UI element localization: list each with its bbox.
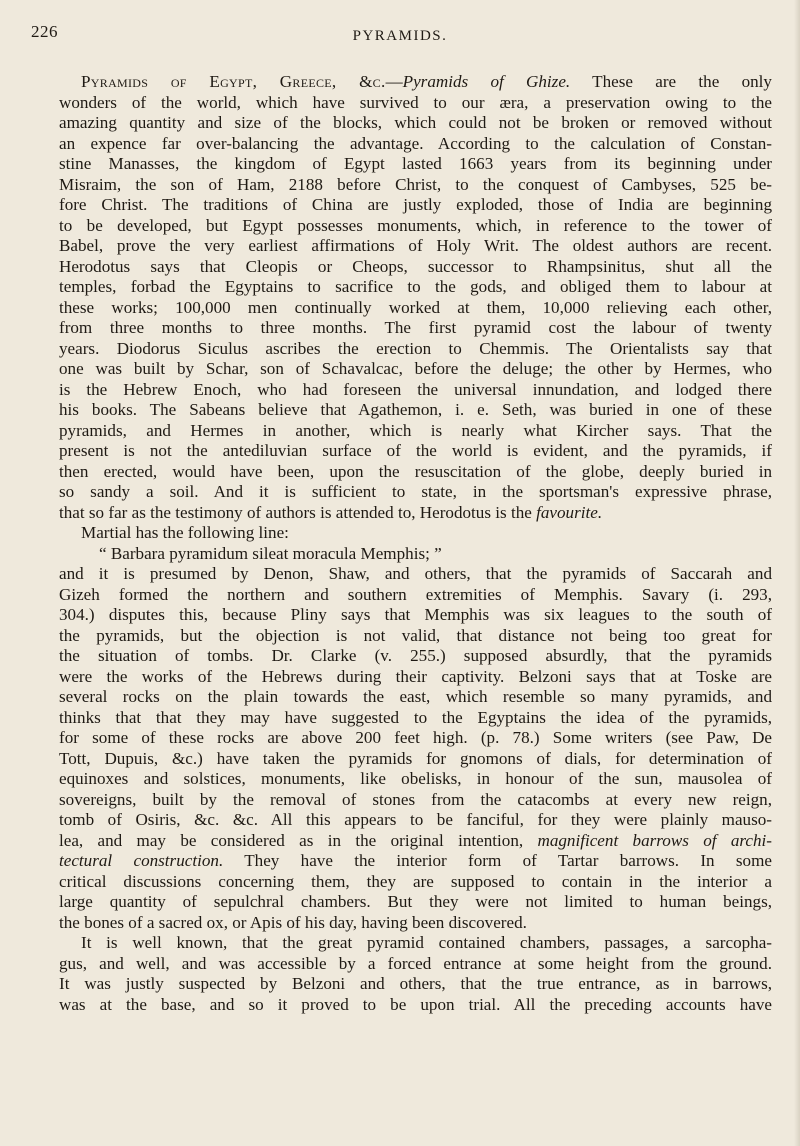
text-line: pyramids, and Hermes in another, which is nearly what Kircher says. That the bbox=[59, 420, 772, 440]
text-line: Gizeh formed the northern and southern extremities of Memphis. Savary (i. 293, bbox=[59, 584, 772, 604]
magnificent-phrase: magnificent barrows of archi- bbox=[537, 830, 772, 850]
text-line: several rocks on the plain towards the east, which resemble so many pyramids, and bbox=[59, 687, 772, 706]
text-line: his books. The Sabeans believe that Agathemon, i. e. Seth, was buried in one of these bbox=[59, 400, 772, 419]
text-line: temples, forbad the Egyptains to sacrifice to the gods, and obliged them to labour at bbox=[59, 277, 772, 296]
text-line: Misraim, the son of Ham, 2188 before Christ, to the conquest of Cambyses, 525 be- bbox=[59, 174, 772, 194]
text-line: were the works of the Hebrews during their captivity. Belzoni says that at Toske are bbox=[59, 666, 772, 686]
text-line: tomb of Osiris, &c. &c. All this appears to be fanciful, for they were plainly mauso- bbox=[59, 810, 772, 829]
text-line: then erected, would have been, upon the resuscitation of the globe, deeply buried in bbox=[59, 461, 772, 481]
article-body bbox=[59, 72, 772, 1015]
text-line: so sandy a soil. And it is sufficient to state, in the sportsman's expressive phrase, bbox=[59, 482, 772, 501]
text-line: to be developed, but Egypt possesses monuments, which, in reference to the tower of bbox=[59, 215, 772, 235]
text-line: an expence far over-balancing the advantage. According to the calculation of Constan- bbox=[59, 133, 772, 153]
text-line: the pyramids, but the objection is not valid, that distance not being too great for bbox=[59, 625, 772, 645]
text-line-tectural bbox=[59, 851, 772, 872]
page-number: 226 bbox=[31, 22, 58, 41]
text-line: critical discussions concerning them, they are supposed to contain in the interior a bbox=[59, 871, 772, 891]
heading-dash: — bbox=[385, 72, 403, 91]
text-line-magnificent bbox=[59, 831, 772, 852]
text-line: years. Diodorus Siculus ascribes the erection to Chemmis. The Orientalists say that bbox=[59, 338, 772, 358]
text-line: It was justly suspected by Belzoni and others, that the true entrance, as in barrows, bbox=[59, 974, 772, 993]
latin-verse: “ Barbara pyramidum sileat moracula Memphis; ” bbox=[99, 543, 442, 563]
text-line: gus, and well, and was accessible by a forced entrance at some height from the ground. bbox=[59, 953, 772, 973]
text-line: the bones of a sacred ox, or Apis of his day, having been discovered. bbox=[59, 912, 527, 932]
page-edge-shadow bbox=[794, 0, 800, 1146]
text-line: Tott, Dupuis, &c.) have taken the pyramids for gnomons of dials, for determination of bbox=[59, 748, 772, 768]
article-first-line bbox=[59, 72, 772, 93]
text-line: These are the only bbox=[570, 72, 772, 91]
text-line: stine Manasses, the kingdom of Egypt lasted 1663 years from its beginning under bbox=[59, 154, 772, 173]
martial-line: Martial has the following line: bbox=[81, 523, 289, 542]
text-line: for some of these rocks are above 200 feet high. (p. 78.) Some writers (see Paw, De bbox=[59, 728, 772, 747]
text-line: equinoxes and solstices, monuments, like obelisks, in honour of the sun, mausolea of bbox=[59, 769, 772, 788]
favourite-word: favourite. bbox=[536, 502, 603, 522]
text-line: and it is presumed by Denon, Shaw, and others, that the pyramids of Saccarah and bbox=[59, 564, 772, 583]
text-line: wonders of the world, which have survived to our æra, a preservation owing to the bbox=[59, 92, 772, 112]
running-head: PYRAMIDS. bbox=[352, 28, 448, 44]
text-line: amazing quantity and size of the blocks, which could not be broken or removed without bbox=[59, 113, 772, 132]
text-line: Herodotus says that Cleopis or Cheops, successor to Rhampsinitus, shut all the bbox=[59, 256, 772, 276]
text-line: is the Hebrew Enoch, who had foreseen the universal innundation, and lodged there bbox=[59, 379, 772, 399]
text-line: one was built by Schar, son of Schavalcac, before the deluge; the other by Hermes, who bbox=[59, 359, 772, 378]
text-line: lea, and may be considered as in the original intention, bbox=[59, 830, 538, 850]
tectural-phrase: tectural construction. bbox=[59, 851, 224, 870]
text-line: 304.) disputes this, because Pliny says that Memphis was six leagues to the south of bbox=[59, 605, 772, 624]
text-line: They have the interior form of Tartar barrows. In some bbox=[223, 851, 772, 870]
text-line: present is not the antediluvian surface of the world is evident, and the pyramids, if bbox=[59, 441, 772, 460]
text-line: the situation of tombs. Dr. Clarke (v. 255.) supposed absurdly, that the pyramids bbox=[59, 646, 772, 665]
text-line: large quantity of sepulchral chambers. But they were not limited to human beings, bbox=[59, 892, 772, 911]
text-line: Babel, prove the very earliest affirmations of Holy Writ. The oldest authors are recent. bbox=[59, 236, 772, 255]
text-line: these works; 100,000 men continually worked at them, 10,000 relieving each other, bbox=[59, 297, 772, 317]
text-line: was at the base, and so it proved to be upon trial. All the preceding accounts have bbox=[59, 994, 772, 1014]
text-line: sovereigns, built by the removal of stones from the catacombs at every new reign, bbox=[59, 789, 772, 809]
article-title: Pyramids of Ghize. bbox=[402, 72, 571, 91]
text-line-favourite bbox=[59, 503, 772, 524]
text-line: from three months to three months. The first pyramid cost the labour of twenty bbox=[59, 318, 772, 337]
text-line: that so far as the testimony of authors is attended to, Herodotus is the bbox=[59, 502, 537, 522]
article-heading: Pyramids of Egypt, Greece, &c. bbox=[81, 72, 386, 91]
text-line: thinks that that they may have suggested to the Egyptains the idea of the pyramids, bbox=[59, 707, 772, 727]
text-line: It is well known, that the great pyramid contained chambers, passages, a sarcopha- bbox=[81, 933, 772, 952]
text-line: fore Christ. The traditions of China are justly exploded, those of India are beginning bbox=[59, 195, 772, 214]
